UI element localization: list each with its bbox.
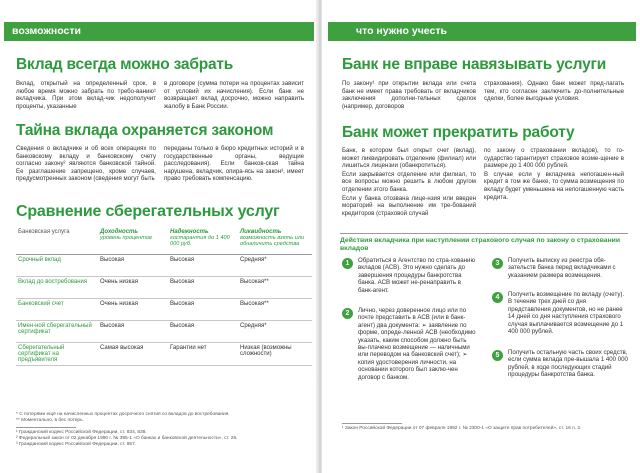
heading-depositor-actions: Действия вкладчика при наступлении страхового случая по закону о страховании вкладов bbox=[340, 233, 628, 253]
right-section-header: что нужно учесть bbox=[328, 22, 636, 41]
table-notes bbox=[16, 412, 306, 448]
footnote-line: ² Федеральный закон от 02 декабря 1990 г. № 395-1 «О банках и банковской деятельности», ст. 26. bbox=[16, 436, 238, 441]
step-text: Лично, через доверенное лицо или по почте представить в АСВ (или в банк-агент) два документа: ➢ заявление по форме, опреде-ленной АСВ (необходимо указать, каким способом должно быть вы-плачено возмещение — наличными или переводом на банковский счет); ➢ копия удостоверения личности, на основании которого был заклю-чен договор с банком. bbox=[358, 307, 476, 381]
step-number-badge: 3 bbox=[492, 258, 503, 269]
step-number-badge: 2 bbox=[342, 308, 353, 319]
heading-bank-secrecy: Тайна вклада охраняется законом bbox=[16, 122, 274, 139]
cell-yield: Очень низкая bbox=[98, 277, 168, 299]
termination-paragraph: Если у банка отозвана лице-нзия или введен мораторий на выполнение им тре-бований кредиторов (страховой случай bbox=[342, 194, 476, 217]
heading-no-imposed-services: Банк не вправе навязывать услуги bbox=[342, 56, 607, 73]
termination-text-col1 bbox=[342, 147, 476, 218]
cell-liquidity: Низкая (возможны сложности) bbox=[238, 343, 312, 366]
cell-yield: Очень низкая bbox=[98, 299, 168, 321]
savings-comparison-table bbox=[16, 228, 312, 366]
secrecy-text-col1: Сведения о вкладчике и об всех операциях по банковскому вкладу и банковскому счету согласно закону² являются банковской тайной. Ее разглашение запрещено, кроме случаев, предусмотренных законом (сведения могут быть bbox=[16, 145, 156, 183]
step-text: Получить возмещение по вкладу (счету). В течение трех дней со дня представления документов, но не ранее 14 дней со дня наступления страхового случая выплачивается возмещение до 1 400 000 рублей. bbox=[508, 291, 625, 336]
cell-liquidity: Высокая** bbox=[238, 299, 312, 321]
table-row bbox=[16, 277, 312, 299]
heading-bank-termination: Банк может прекратить работу bbox=[342, 124, 575, 141]
heading-savings-comparison: Сравнение сберегательных услуг bbox=[16, 203, 280, 220]
table-row bbox=[16, 299, 312, 321]
table-header-row bbox=[16, 228, 312, 255]
heading-deposit-withdrawal: Вклад всегда можно забрать bbox=[16, 56, 234, 73]
footnote-divider bbox=[342, 423, 402, 424]
cell-reliability: Высокая bbox=[168, 299, 238, 321]
footnote-divider bbox=[16, 427, 76, 428]
cell-reliability: Высокая bbox=[168, 277, 238, 299]
cell-service: Сберегательный сертификат на предъявителя bbox=[16, 343, 98, 366]
cell-service: Имен-ной сберегательный сертификат bbox=[16, 321, 98, 343]
cell-yield: Самая высокая bbox=[98, 343, 168, 366]
cell-reliability: Гарантии нет bbox=[168, 343, 238, 366]
cell-yield: Высокая bbox=[98, 321, 168, 343]
th-reliability: Надежность гостарантия до 1 400 000 руб. bbox=[168, 228, 238, 255]
th-liquidity: Ликвидность возможность взять или обналичить средства bbox=[238, 228, 312, 255]
table-row bbox=[16, 321, 312, 343]
deposit-text-col1: Вклад, открытый на определенный срок, в любое время можно забрать по требо-ванию¹ вкладчика. При этом вклад-чик недополучит проценты, указанные bbox=[16, 80, 156, 110]
imposed-text-col2: страхования). Однако банк может пред-лагать тем, кто согласен заключить до-полнительные сделки, более выгодные условия. bbox=[484, 80, 624, 103]
footnote-line: ³ Гражданский кодекс Российской Федерации, ст. 857. bbox=[16, 442, 137, 447]
cell-service: Вклад до востребования bbox=[16, 277, 98, 299]
cell-liquidity: Высокая** bbox=[238, 277, 312, 299]
cell-reliability: Высокая bbox=[168, 321, 238, 343]
step-text: Получить выписку из реестра обя-зательств банка перед вкладчиками с указанием размера возмещения. bbox=[508, 257, 616, 279]
imposed-text-col1: По закону¹ при открытии вклада или счета банк не имеет права требовать от вкладчиков заключения дополни-тельных сделок (например, договоров bbox=[342, 80, 476, 110]
termination-paragraph: Если закрывается отделение или филиал, то все вопросы можно решить в любом другом отделении этого банка. bbox=[342, 170, 476, 193]
right-page bbox=[322, 0, 640, 473]
left-page bbox=[0, 0, 318, 473]
table-row bbox=[16, 343, 312, 366]
termination-text-col2 bbox=[484, 147, 624, 202]
step-text: Обратиться в Агентство по стра-хованию вкладов (АСВ). Это нужно сделать до завершения процедуры банкротства банка. АСВ может не-ренаправить в банк-агент. bbox=[358, 257, 476, 294]
step-number-badge: 1 bbox=[342, 258, 353, 269]
note-line: ** Моментально, в бес потерь. bbox=[16, 418, 84, 423]
cell-service: Срочный вклад bbox=[16, 255, 98, 277]
note-line: * С потерями ещё на начисленных процентах досрочного снятия со вкладов до востребования. bbox=[16, 412, 230, 417]
termination-paragraph: В случае если у вкладчика непогашен-ный кредит в том же банке, то сумма возмещения по вкладу будет уменьшена на непогашенную часть кредита. bbox=[484, 170, 624, 201]
cell-yield: Высокая bbox=[98, 255, 168, 277]
cell-liquidity: Средняя* bbox=[238, 321, 312, 343]
cell-service: Банковский счет bbox=[16, 299, 98, 321]
termination-paragraph: Банк, в котором был открыт счет (вклад), может ликвидировать отделение (филиал) или лишиться лицензии (обанкротиться). bbox=[342, 147, 476, 170]
deposit-text-col2: в договоре (сумма потери на процентах зависит от условий их начисления). Если банк не возвращает вклад досрочно, можно направить жалобу в Банк России. bbox=[164, 80, 304, 110]
step-text: Получить остальную часть своих средств, если сумма вклада пре-вышала 1 400 000 рублей, в ходе последующих стадий процедуры банкротства банка. bbox=[508, 349, 628, 379]
secrecy-text-col2: переданы только в бюро кредитных историй и в государственные органы, ведущие расследования). Если банков-ская тайна нарушена, вкладчик, опира-ясь на закон³, имеет право требовать компенсацию. bbox=[164, 145, 304, 183]
cell-reliability: Высокая bbox=[168, 255, 238, 277]
step-number-badge: 4 bbox=[492, 292, 503, 303]
footnote-line: ¹ Гражданский кодекс Российской Федерации, ст. 834, 838. bbox=[16, 430, 147, 435]
right-footnote: ¹ Закон Российской Федерации от 07 февраля 1992 г. № 2300-1 «О защите прав потребителей», ст. 16 п. 2. bbox=[342, 426, 582, 431]
step-number-badge: 5 bbox=[492, 350, 503, 361]
termination-paragraph: по закону о страховании вкладов), то го-сударство гарантирует страховое возме-щение в размере до 1 400 000 рублей. bbox=[484, 147, 624, 170]
table-row bbox=[16, 255, 312, 277]
left-section-header: возможности bbox=[4, 22, 314, 41]
th-service: Банковская услуга bbox=[16, 228, 98, 255]
cell-liquidity: Средняя* bbox=[238, 255, 312, 277]
th-yield: Доходность уровень процентов bbox=[98, 228, 168, 255]
